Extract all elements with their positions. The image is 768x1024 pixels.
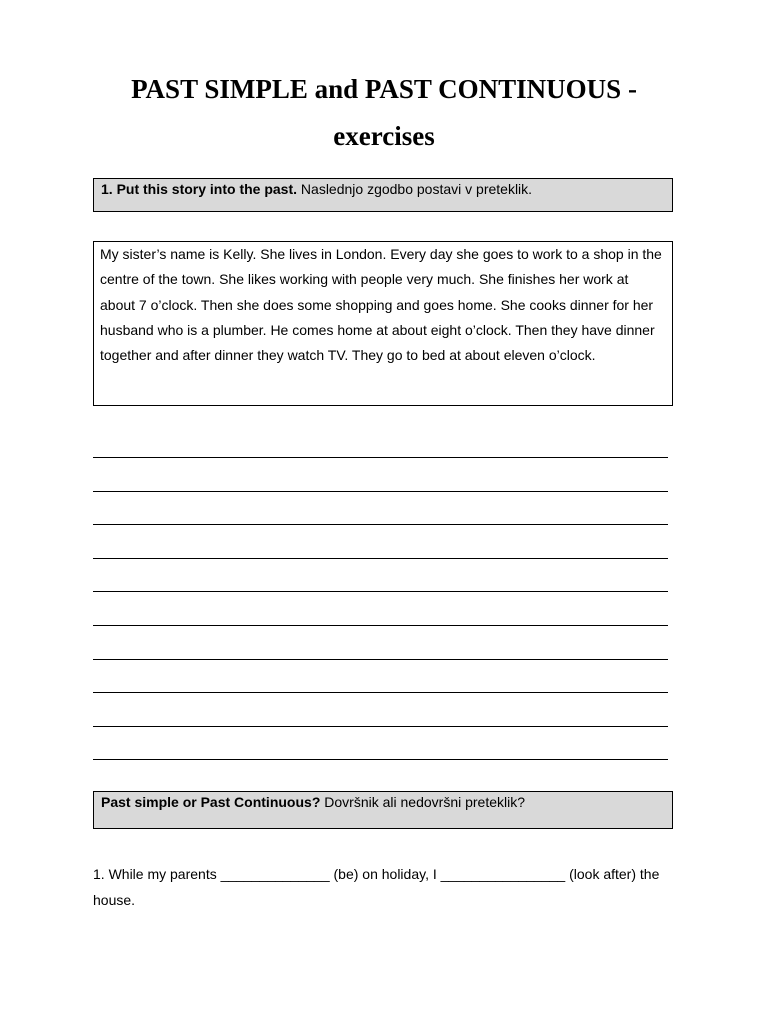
task1-instruction-box	[93, 178, 673, 212]
task2-instruction-box	[93, 791, 673, 829]
answer-line[interactable]	[93, 609, 670, 643]
answer-line[interactable]	[93, 441, 670, 475]
task1-heading: 1. Put this story into the past.	[101, 181, 298, 197]
task2-heading: Past simple or Past Continuous?	[101, 794, 321, 810]
answer-line[interactable]	[93, 743, 670, 777]
answer-line[interactable]	[93, 643, 670, 677]
task2-translation: Dovršnik ali nedovršni preteklik?	[320, 794, 526, 810]
page-title: PAST SIMPLE and PAST CONTINUOUS -	[131, 74, 637, 104]
answer-line[interactable]	[93, 508, 670, 542]
answer-lines	[93, 441, 670, 777]
exercise-item-1: 1. While my parents ______________ (be) on holiday, I ________________ (look after) the house.	[93, 866, 660, 908]
answer-line[interactable]	[93, 475, 670, 509]
answer-line[interactable]	[93, 710, 670, 744]
answer-line[interactable]	[93, 676, 670, 710]
answer-line[interactable]	[93, 542, 670, 576]
story-text: My sister’s name is Kelly. She lives in London. Every day she goes to work to a shop in the centre of the town. She likes working with people very much. She finishes her work at about 7 o’clock. Then she does some shopping and goes home. She cooks dinner for her husband who is a plumber. He comes home at about eight o’clock. Then they have dinner together and after dinner they watch TV. They go to bed at about eleven o’clock.	[100, 246, 662, 364]
task1-translation: Naslednjo zgodbo postavi v preteklik.	[297, 181, 533, 197]
story-box	[93, 241, 673, 406]
answer-line[interactable]	[93, 575, 670, 609]
page-subtitle: exercises	[333, 121, 435, 151]
